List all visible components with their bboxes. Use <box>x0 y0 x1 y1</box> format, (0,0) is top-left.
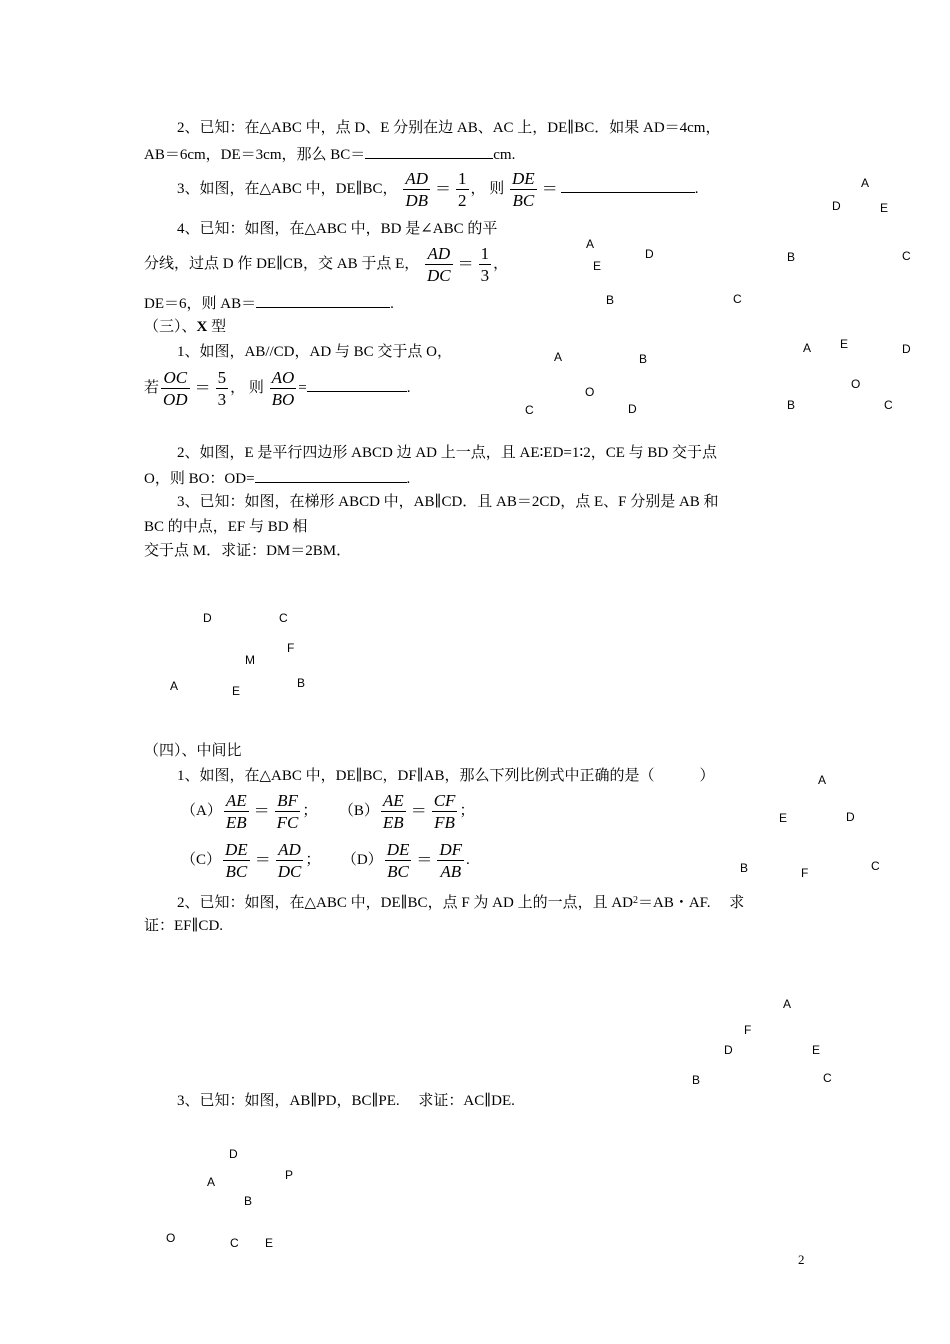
q3-line <box>177 166 698 213</box>
point-label-a: A <box>170 679 179 693</box>
point-label-b: B <box>606 293 615 307</box>
x3-line2: BC 的中点，EF 与 BD 相 <box>144 519 308 535</box>
page-number: 2 <box>798 1252 805 1267</box>
point-label-d: D <box>229 1147 238 1161</box>
q4-line3 <box>144 293 394 314</box>
point-label-c: C <box>871 859 880 873</box>
point-label-m: M <box>245 653 255 667</box>
option-b-label: （B） <box>338 803 379 819</box>
point-label-b: B <box>787 398 796 412</box>
point-label-d: D <box>628 402 637 416</box>
q4-line1: 4、已知：如图，在△ABC 中，BD 是∠ABC 的平 <box>177 221 498 237</box>
point-label-c: C <box>230 1236 239 1250</box>
q4-text: 分线，过点 D 作 DE∥CB，交 AB 于点 E， <box>144 256 420 272</box>
m1-options-cd <box>181 837 470 884</box>
answer-blank[interactable] <box>307 377 407 392</box>
period: . <box>390 296 394 312</box>
point-label-d: D <box>902 342 911 356</box>
point-label-p: P <box>285 1168 294 1182</box>
q2-unit: cm. <box>493 147 516 163</box>
point-label-o: O <box>851 377 861 391</box>
answer-blank[interactable] <box>561 178 695 193</box>
m1-line1: 1、如图，在△ABC 中，DE∥BC，DF∥AB，那么下列比例式中正确的是（ ） <box>177 768 715 784</box>
point-label-f: F <box>801 866 809 880</box>
point-label-e: E <box>840 337 849 351</box>
point-label-e: E <box>232 684 241 698</box>
point-label-a: A <box>818 773 827 787</box>
answer-blank[interactable] <box>256 293 390 308</box>
equals-sign: ＝ <box>410 802 427 820</box>
fraction-ae-eb: $\frac{AE}{EB}$ <box>382 791 404 833</box>
equals-sign: ＝ <box>416 851 433 869</box>
section-suffix: 型 <box>207 319 227 335</box>
point-label-d: D <box>724 1043 733 1057</box>
point-label-d: D <box>645 247 654 261</box>
semicolon: ； <box>302 803 318 819</box>
fraction-de-bc: $\frac{DE}{BC}$ <box>225 840 248 882</box>
point-label-b: B <box>692 1073 701 1087</box>
m1-options-ab <box>181 788 474 835</box>
fraction-ad-db: $\frac{AD}{DB}$ <box>405 169 428 211</box>
point-label-e: E <box>779 811 788 825</box>
point-label-a: A <box>586 237 595 251</box>
point-label-e: E <box>593 259 602 273</box>
m2-text: 2、已知：如图，在△ABC 中，DE∥BC，点 F 为 AD 上的一点，且 AD <box>177 895 633 911</box>
fraction-bf-fc: $\frac{BF}{FC}$ <box>276 791 299 833</box>
point-label-c: C <box>733 292 742 306</box>
equals-sign: ＝ <box>194 379 211 397</box>
equals-sign: ＝ <box>457 255 474 273</box>
semicolon: ； <box>305 852 321 868</box>
point-label-c: C <box>823 1071 832 1085</box>
period: . <box>694 181 699 197</box>
point-label-b: B <box>787 250 796 264</box>
m2-line2: 证：EF∥CD. <box>144 918 224 934</box>
point-label-o: O <box>585 385 595 399</box>
fraction-ae-eb: $\frac{AE}{EB}$ <box>225 791 247 833</box>
x3-line1: 3、已知：如图，在梯形 ABCD 中，AB∥CD．且 AB＝2CD，点 E、F 分别是 AB 和 <box>177 494 719 510</box>
x3-line3: 交于点 M．求证：DM＝2BM． <box>144 543 352 559</box>
point-label-d: D <box>832 199 841 213</box>
fraction-df-ab: $\frac{DF}{AB}$ <box>439 840 463 882</box>
q2-text: AB＝6cm，DE＝3cm，那么 BC＝ <box>144 147 366 163</box>
equals-sign: = <box>298 380 307 396</box>
point-label-a: A <box>783 997 792 1011</box>
x1-then: ， 则 <box>230 380 264 396</box>
fraction-de-bc: $\frac{DE}{BC}$ <box>512 169 535 211</box>
point-label-a: A <box>207 1175 216 1189</box>
q2-line2 <box>144 144 515 165</box>
q4-line2 <box>144 241 508 288</box>
equals-sign: ＝ <box>253 802 270 820</box>
answer-blank[interactable] <box>255 468 407 483</box>
section-bold: X <box>196 319 208 335</box>
period: . <box>406 471 411 487</box>
fraction-cf-fb: $\frac{CF}{FB}$ <box>433 791 456 833</box>
x1-line1: 1、如图，AB//CD，AD 与 BC 交于点 O， <box>177 344 453 360</box>
fraction-de-bc: $\frac{DE}{BC}$ <box>386 840 410 882</box>
m3-line1: 3、已知：如图，AB∥PD，BC∥PE. 求证：AC∥DE. <box>177 1093 515 1109</box>
semicolon: ； <box>459 803 475 819</box>
point-label-b: B <box>740 861 749 875</box>
q2-line1: 2、已知：在△ABC 中，点 D、E 分别在边 AB、AC 上，DE∥BC．如果 AD＝4cm， <box>177 120 721 136</box>
fraction-five-thirds: $\frac{5}{3}$ <box>217 368 227 410</box>
fraction-ad-dc: $\frac{AD}{DC}$ <box>277 840 302 882</box>
point-label-a: A <box>554 350 563 364</box>
point-label-d: D <box>846 810 855 824</box>
period: . <box>466 852 470 868</box>
point-label-c: C <box>279 611 288 625</box>
q3-text: 3、如图，在△ABC 中，DE∥BC， <box>177 181 398 197</box>
comma: ， <box>493 256 509 272</box>
option-c-label: （C） <box>181 852 222 868</box>
point-label-o: O <box>166 1231 176 1245</box>
point-label-b: B <box>639 352 648 366</box>
x1-line2 <box>144 365 411 412</box>
equals-sign: ＝ <box>541 180 558 198</box>
section-prefix: （三）、 <box>144 319 197 335</box>
point-label-e: E <box>812 1043 821 1057</box>
point-label-b: B <box>297 676 306 690</box>
option-d-label: （D） <box>341 852 383 868</box>
fraction-one-half: $\frac{1}{2}$ <box>458 169 467 211</box>
q3-then: ， 则 <box>470 181 505 197</box>
period: . <box>406 380 411 396</box>
fraction-oc-od: $\frac{OC}{OD}$ <box>163 368 188 410</box>
point-label-e: E <box>880 201 889 215</box>
point-label-a: A <box>803 341 812 355</box>
section-heading-x-type <box>144 317 226 337</box>
point-label-c: C <box>902 249 911 263</box>
point-label-b: B <box>244 1194 253 1208</box>
fraction-one-third: $\frac{1}{3}$ <box>480 244 490 286</box>
point-label-e: E <box>265 1236 274 1250</box>
x2-text: O，则 BO：OD= <box>144 471 255 487</box>
equals-sign: ＝ <box>434 180 451 198</box>
point-label-d: D <box>203 611 212 625</box>
section-heading-middle-ratio: （四）、中间比 <box>144 743 242 759</box>
superscript: 2 <box>633 895 638 906</box>
point-label-f: F <box>287 641 295 655</box>
fraction-ao-bo: $\frac{AO}{BO}$ <box>271 368 295 410</box>
m2-text-tail: ＝AB・AF. 求 <box>638 895 745 911</box>
x2-line1: 2、如图，E 是平行四边形 ABCD 边 AD 上一点，且 AE∶ED=1∶2，CE 与 BD 交于点 <box>177 445 718 461</box>
equals-sign: ＝ <box>254 851 271 869</box>
option-a-label: （A） <box>181 803 222 819</box>
fraction-ad-dc: $\frac{AD}{DC}$ <box>427 244 451 286</box>
point-label-a: A <box>861 176 870 190</box>
point-label-f: F <box>744 1023 752 1037</box>
x2-line2 <box>144 468 410 489</box>
answer-blank[interactable] <box>365 144 493 159</box>
point-label-c: C <box>884 398 893 412</box>
m2-line1 <box>177 891 744 913</box>
point-label-c: C <box>525 403 534 417</box>
q4-text: DE＝6，则 AB＝ <box>144 296 257 312</box>
x1-if: 若 <box>144 380 160 396</box>
